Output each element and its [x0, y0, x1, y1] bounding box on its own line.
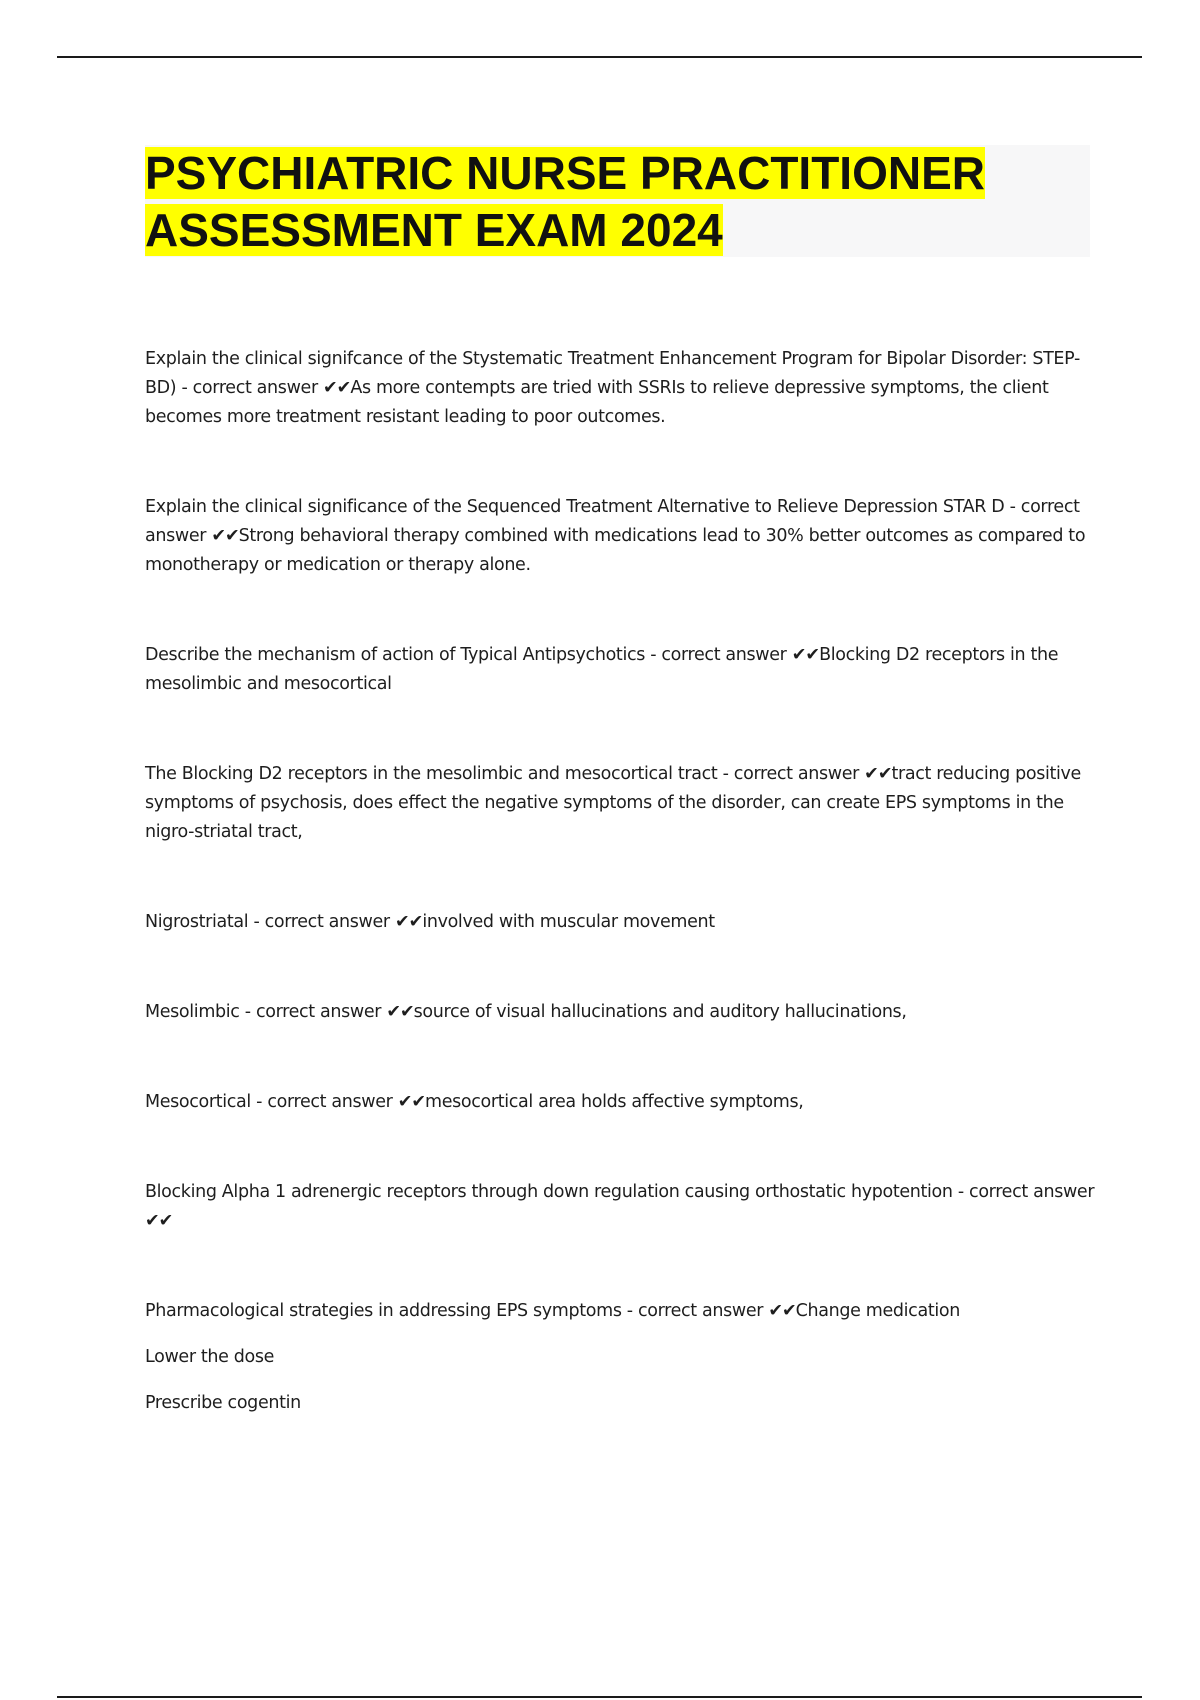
check-icon: ✔✔	[864, 764, 892, 784]
question-text: Blocking Alpha 1 adrenergic receptors through down regulation causing orthostatic hypotention - correct answer	[145, 1182, 1095, 1202]
check-icon: ✔✔	[145, 1211, 173, 1231]
qa-item	[145, 493, 1095, 580]
title-block	[145, 145, 1090, 257]
top-rule	[57, 56, 1142, 58]
qa-item	[145, 760, 1095, 847]
question-text: Mesocortical - correct answer	[145, 1092, 398, 1112]
answer-text: Blocking D2 receptors in the mesolimbic and mesocortical	[145, 645, 1059, 694]
bottom-rule	[57, 1696, 1142, 1698]
answer-text: mesocortical area holds affective symptoms,	[425, 1092, 804, 1112]
qa-item	[145, 998, 1095, 1027]
answer-text: Strong behavioral therapy combined with medications lead to 30% better outcomes as compared to monotherapy or medication or therapy alone.	[145, 526, 1086, 575]
check-icon: ✔✔	[386, 1002, 414, 1022]
answer-text: As more contempts are tried with SSRIs to relieve depressive symptoms, the client becomes more treatment resistant leading to poor outcomes.	[145, 378, 1049, 427]
question-text: Explain the clinical significance of the Sequenced Treatment Alternative to Relieve Depression STAR D - correct answer	[145, 497, 1080, 546]
question-text: The Blocking D2 receptors in the mesolimbic and mesocortical tract - correct answer	[145, 764, 865, 784]
answer-continuation-line: Prescribe cogentin	[145, 1393, 301, 1413]
check-icon: ✔✔	[323, 378, 351, 398]
title-line-1: PSYCHIATRIC NURSE PRACTITIONER	[145, 147, 985, 199]
question-text: Nigrostriatal - correct answer	[145, 912, 395, 932]
page-title	[145, 145, 1090, 259]
check-icon: ✔✔	[768, 1301, 796, 1321]
answer-continuation-line: Lower the dose	[145, 1347, 275, 1367]
qa-item	[145, 1088, 1095, 1117]
answer-text: Change medication	[795, 1301, 960, 1321]
answer-text: involved with muscular movement	[422, 912, 715, 932]
qa-item	[145, 1178, 1095, 1236]
qa-item	[145, 1297, 1095, 1326]
check-icon: ✔✔	[211, 526, 239, 546]
question-text: Describe the mechanism of action of Typical Antipsychotics - correct answer	[145, 645, 792, 665]
answer-text: source of visual hallucinations and auditory hallucinations,	[413, 1002, 907, 1022]
qa-content	[145, 345, 1095, 1418]
qa-item	[145, 908, 1095, 937]
question-text: Explain the clinical signifcance of the Stystematic Treatment Enhancement Program for Bipolar Disorder: STEP-BD) - correct answer	[145, 349, 1080, 398]
qa-item	[145, 345, 1095, 432]
question-text: Pharmacological strategies in addressing EPS symptoms - correct answer	[145, 1301, 769, 1321]
check-icon: ✔✔	[394, 912, 423, 932]
question-text: Mesolimbic - correct answer	[145, 1002, 387, 1022]
qa-item	[145, 641, 1095, 699]
check-icon: ✔✔	[397, 1092, 426, 1112]
answer-text: tract reducing positive symptoms of psychosis, does effect the negative symptoms of the disorder, can create EPS symptoms in the nigro-striatal tract,	[145, 764, 1081, 842]
title-line-2: ASSESSMENT EXAM 2024	[145, 204, 723, 256]
check-icon: ✔✔	[791, 645, 820, 665]
